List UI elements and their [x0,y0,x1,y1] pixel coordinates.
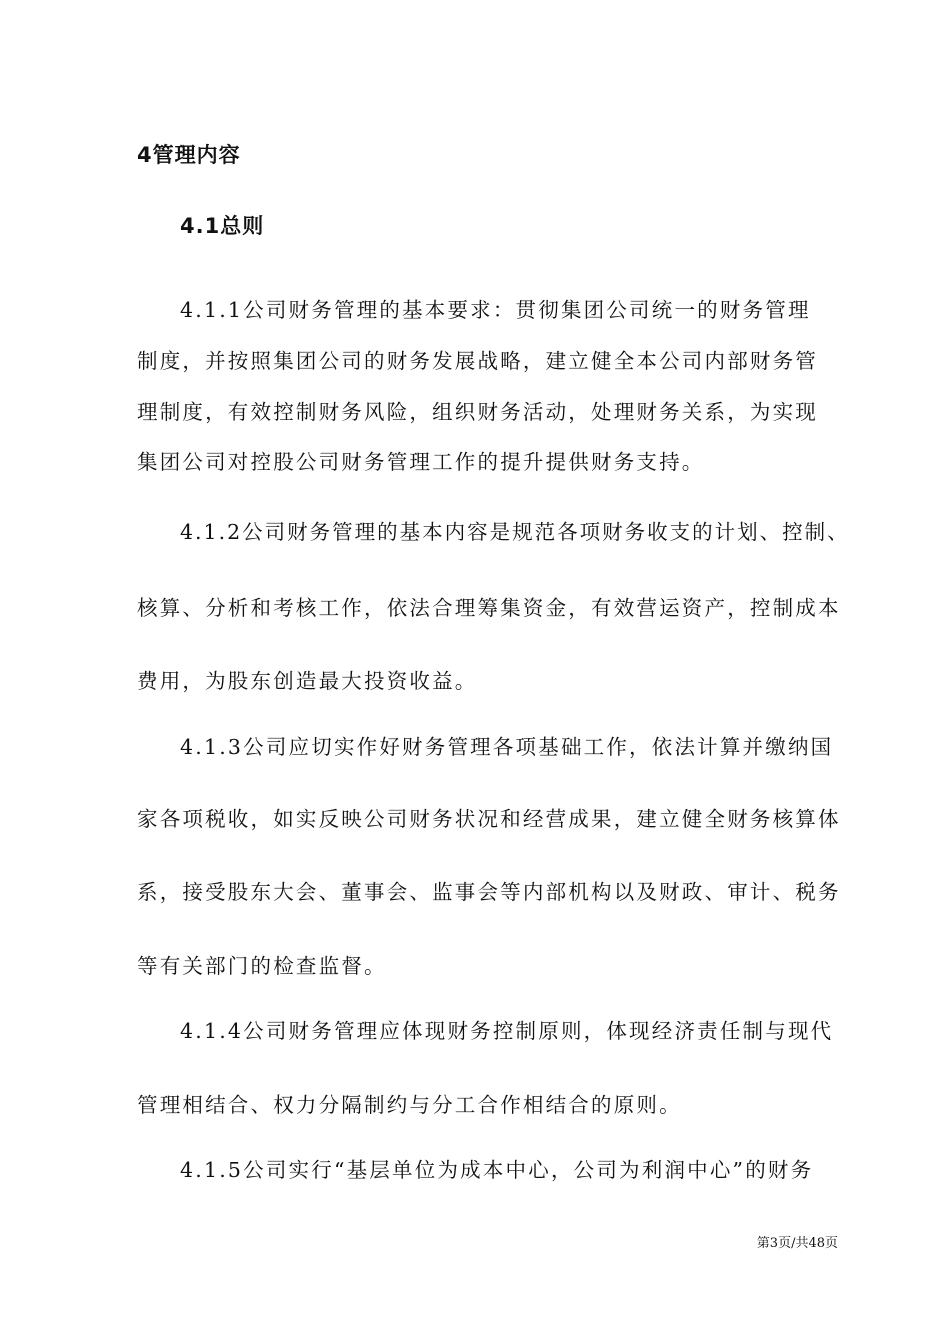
paragraph-line: 4.1.3公司应切实作好财务管理各项基础工作，依法计算并缴纳国 [180,735,834,759]
paragraph-line: 系，接受股东大会、董事会、监事会等内部机构以及财政、审计、税务 [137,880,841,904]
paragraph-line: 4.1.5公司实行“基层单位为成本中心，公司为利润中心”的财务 [180,1158,814,1182]
paragraph-line: 管理相结合、权力分隔制约与分工合作相结合的原则。 [137,1093,682,1117]
paragraph-line: 等有关部门的检查监督。 [137,954,387,978]
paragraph-line: 制度，并按照集团公司的财务发展战略，建立健全本公司内部财务管 [137,349,818,373]
paragraph-line: 理制度，有效控制财务风险，组织财务活动，处理财务关系，为实现 [137,400,818,424]
paragraph-line: 家各项税收，如实反映公司财务状况和经营成果，建立健全财务核算体 [137,807,841,831]
subsection-heading: 4.1总则 [180,214,265,238]
section-heading: 4管理内容 [137,143,241,167]
paragraph-line: 4.1.4公司财务管理应体现财务控制原则，体现经济责任制与现代 [180,1019,834,1043]
paragraph-line: 核算、分析和考核工作，依法合理筹集资金，有效营运资产，控制成本 [137,596,841,620]
page-number: 第3页/共48页 [756,1236,838,1251]
paragraph-line: 4.1.2公司财务管理的基本内容是规范各项财务收支的计划、控制、 [180,520,850,544]
paragraph-line: 集团公司对控股公司财务管理工作的提升提供财务支持。 [137,450,705,474]
paragraph-line: 费用，为股东创造最大投资收益。 [137,669,478,693]
paragraph-line: 4.1.1公司财务管理的基本要求：贯彻集团公司统一的财务管理 [180,298,811,322]
